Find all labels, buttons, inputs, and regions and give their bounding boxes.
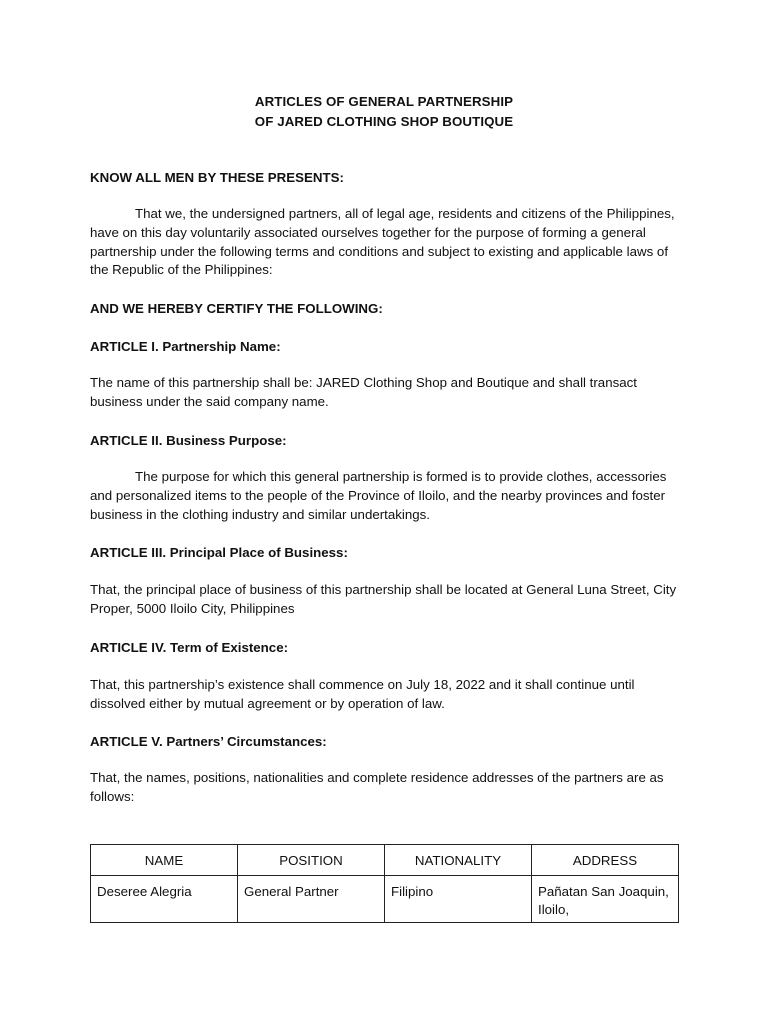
certify-heading: AND WE HEREBY CERTIFY THE FOLLOWING: xyxy=(90,301,383,316)
article-2-heading: ARTICLE II. Business Purpose: xyxy=(90,433,287,448)
article-5-text: That, the names, positions, nationalities and complete residence addresses of the partners are as follows: xyxy=(90,770,664,804)
article-2-text: The purpose for which this general partnership is formed is to provide clothes, accessories and personalized items to the people of the Province of Iloilo, and the nearby provinces and foster business in the clothing industry and similar undertakings. xyxy=(90,469,667,522)
column-header-position: POSITION xyxy=(238,845,385,876)
partner-name-cell: Deseree Alegria xyxy=(91,876,238,923)
article-3-heading: ARTICLE III. Principal Place of Business: xyxy=(90,545,348,560)
column-header-nationality: NATIONALITY xyxy=(385,845,532,876)
table-row xyxy=(91,876,679,923)
article-5-heading: ARTICLE V. Partners’ Circumstances: xyxy=(90,734,327,749)
document-title-line-1: ARTICLES OF GENERAL PARTNERSHIP xyxy=(254,94,514,109)
preamble-paragraph: That we, the undersigned partners, all of legal age, residents and citizens of the Philippines, have on this day voluntarily associated ourselves together for the purpose of forming a general partnership under the following terms and conditions and subject to existing and applicable laws of the Republic of the Philippines: xyxy=(90,206,675,278)
partners-table xyxy=(90,844,679,923)
article-4-heading: ARTICLE IV. Term of Existence: xyxy=(90,640,289,655)
article-3-text: That, the principal place of business of this partnership shall be located at General Luna Street, City Proper, 5000 Iloilo City, Philippines xyxy=(90,582,677,616)
partner-address-cell: Pañatan San Joaquin, Iloilo, xyxy=(532,876,679,923)
column-header-name: NAME xyxy=(91,845,238,876)
article-1-heading: ARTICLE I. Partnership Name: xyxy=(90,339,281,354)
article-4-text: That, this partnership’s existence shall commence on July 18, 2022 and it shall continue until dissolved either by mutual agreement or by operation of law. xyxy=(90,677,635,711)
preamble-heading: KNOW ALL MEN BY THESE PRESENTS: xyxy=(90,170,344,185)
partner-nationality-cell: Filipino xyxy=(385,876,532,923)
article-1-text: The name of this partnership shall be: JARED Clothing Shop and Boutique and shall transact business under the said company name. xyxy=(90,375,637,409)
column-header-address: ADDRESS xyxy=(532,845,679,876)
partners-table-header-row xyxy=(91,845,679,876)
document-title-line-2: OF JARED CLOTHING SHOP BOUTIQUE xyxy=(254,114,514,129)
partner-position-cell: General Partner xyxy=(238,876,385,923)
